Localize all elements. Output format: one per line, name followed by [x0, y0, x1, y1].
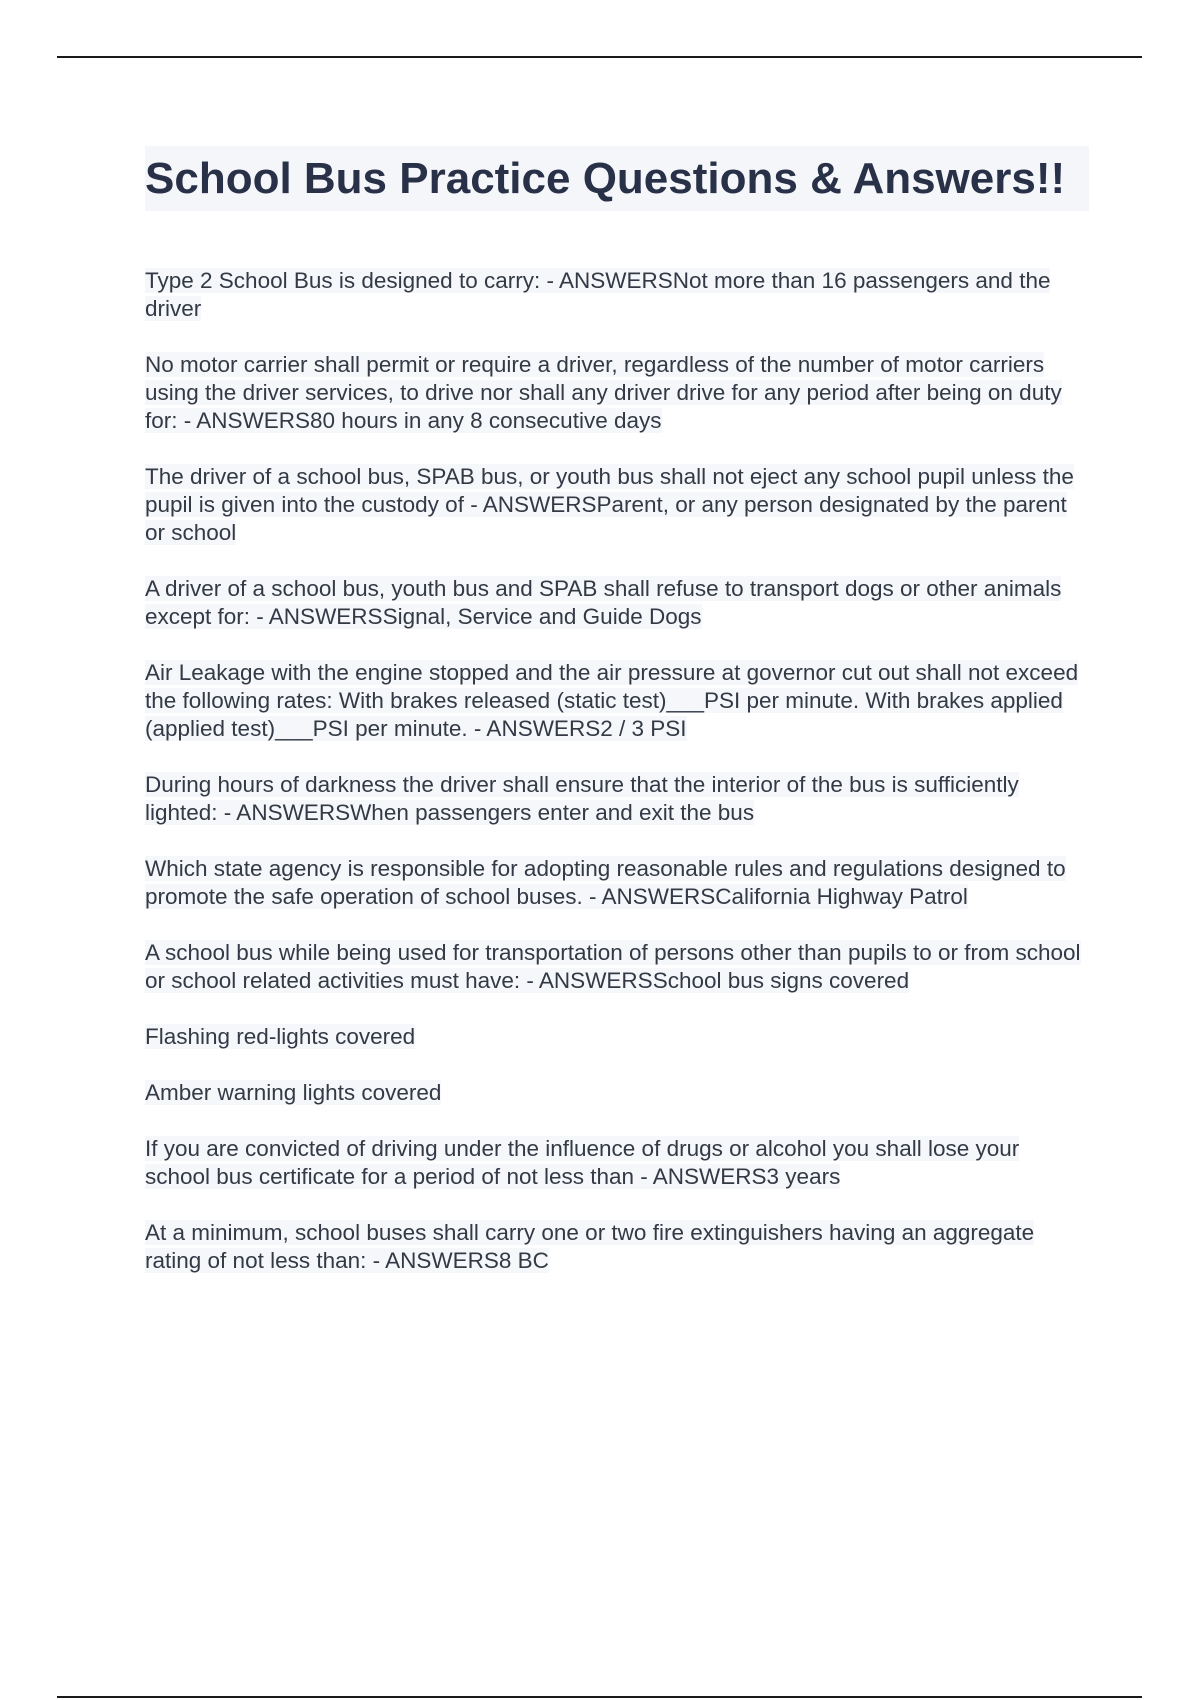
qa-item [145, 1219, 1089, 1275]
qa-text: A driver of a school bus, youth bus and SPAB shall refuse to transport dogs or other animals except for: - ANSWERSSignal, Service and Guide Dogs [145, 576, 1062, 629]
qa-item [145, 1023, 1089, 1051]
qa-item [145, 1079, 1089, 1107]
qa-text: Type 2 School Bus is designed to carry: - ANSWERSNot more than 16 passengers and the driver [145, 268, 1051, 321]
qa-item [145, 855, 1089, 911]
qa-item [145, 463, 1089, 547]
document-body [145, 146, 1089, 1303]
bottom-divider [57, 1696, 1142, 1698]
qa-item [145, 771, 1089, 827]
qa-text: No motor carrier shall permit or require a driver, regardless of the number of motor carriers using the driver services, to drive nor shall any driver drive for any period after being on duty for: - ANSWERS80 hours in any 8 consecutive days [145, 352, 1062, 433]
qa-item [145, 1135, 1089, 1191]
qa-text: Flashing red-lights covered [145, 1024, 416, 1049]
document-title: School Bus Practice Questions & Answers!! [145, 146, 1089, 211]
qa-text: The driver of a school bus, SPAB bus, or youth bus shall not eject any school pupil unless the pupil is given into the custody of - ANSWERSParent, or any person designated by the parent or school [145, 464, 1074, 545]
qa-text: During hours of darkness the driver shall ensure that the interior of the bus is sufficiently lighted: - ANSWERSWhen passengers enter and exit the bus [145, 772, 1019, 825]
qa-item [145, 575, 1089, 631]
qa-text: Which state agency is responsible for adopting reasonable rules and regulations designed to promote the safe operation of school buses. - ANSWERSCalifornia Highway Patrol [145, 856, 1066, 909]
qa-item [145, 351, 1089, 435]
qa-item [145, 659, 1089, 743]
top-divider [57, 56, 1142, 58]
qa-text: A school bus while being used for transportation of persons other than pupils to or from school or school related activities must have: - ANSWERSSchool bus signs covered [145, 940, 1081, 993]
qa-item [145, 939, 1089, 995]
qa-text: If you are convicted of driving under the influence of drugs or alcohol you shall lose your school bus certificate for a period of not less than - ANSWERS3 years [145, 1136, 1020, 1189]
qa-item [145, 267, 1089, 323]
qa-text: Amber warning lights covered [145, 1080, 442, 1105]
qa-list [145, 267, 1089, 1275]
qa-text: At a minimum, school buses shall carry one or two fire extinguishers having an aggregate rating of not less than: - ANSWERS8 BC [145, 1220, 1035, 1273]
qa-text: Air Leakage with the engine stopped and the air pressure at governor cut out shall not exceed the following rates: With brakes released (static test)___PSI per minute. With brakes applied (applied test)___PSI per minute. - ANSWERS2 / 3 PSI [145, 660, 1079, 741]
